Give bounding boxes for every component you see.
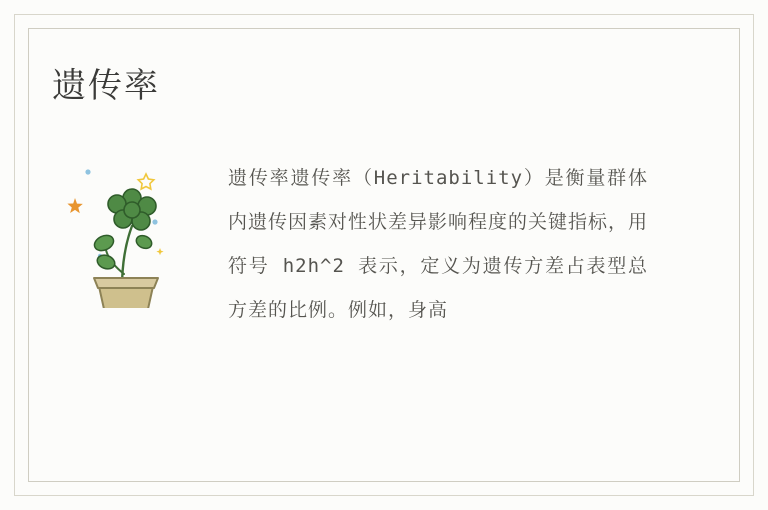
flower-pot xyxy=(94,278,158,308)
star-burst-icon xyxy=(67,198,82,213)
body-paragraph: 遗传率遗传率（Heritability）是衡量群体内遗传因素对性状差异影响程度的关键指标，用符号 h2h^2 表示，定义为遗传方差占表型总方差的比例。例如，身高 xyxy=(228,167,649,321)
document-content xyxy=(28,28,740,482)
potted-plant-illustration xyxy=(60,138,220,308)
flower-head xyxy=(108,189,156,230)
page-title: 遗传率 xyxy=(52,66,160,106)
sparkle-star-icon xyxy=(138,174,154,189)
